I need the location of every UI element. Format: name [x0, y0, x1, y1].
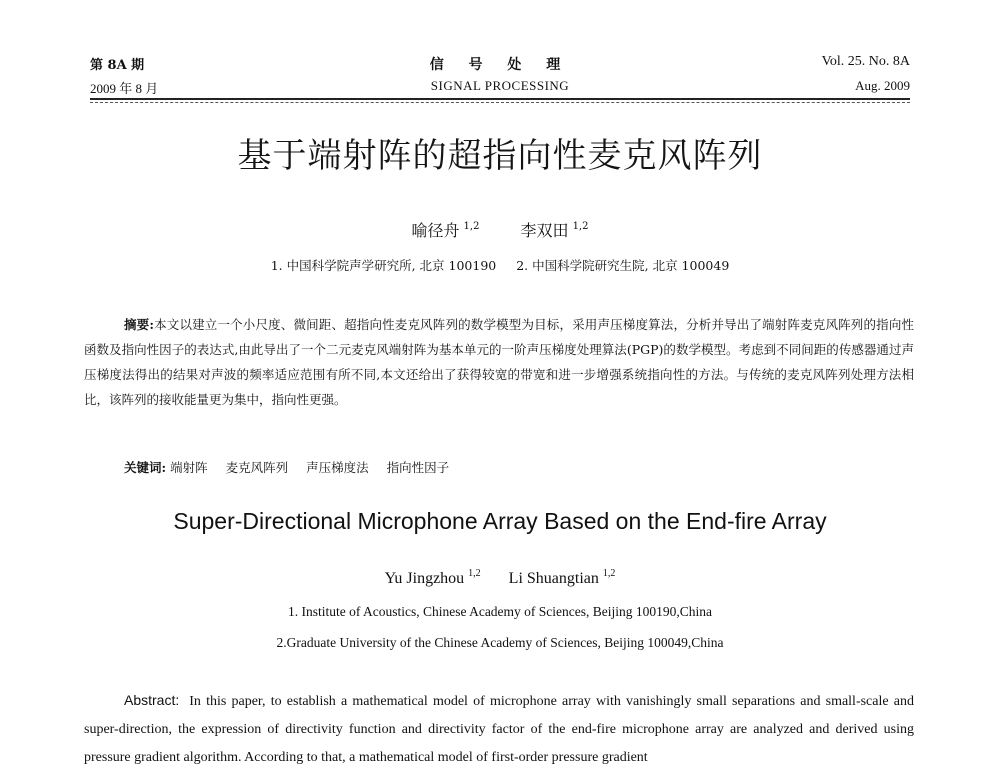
author-name: 李双田 [520, 221, 569, 240]
authors-cn [0, 218, 1000, 241]
abstract-text-en: In this paper, to establish a mathematical model of microphone array with vanishingly small separations and small-scale and super-direction, the expression of directivity function and directivity factor of the end-fire microphone array are analyzed and derived using pressure gradient algorithm. According to that, a mathematical model of first-order pressure gradient [84, 694, 914, 765]
publication-date-en: Aug. 2009 [855, 78, 910, 93]
keywords-cn [124, 458, 463, 476]
keyword: 麦克风阵列 [225, 460, 289, 475]
author-name: Yu Jingzhou [384, 570, 465, 587]
author-en [509, 570, 616, 587]
volume-number: Vol. 25. No. 8A [821, 54, 910, 69]
abstract-label-cn: 摘要: [124, 317, 154, 332]
author-affiliation-mark: 1,2 [463, 221, 480, 232]
author-en [385, 570, 481, 587]
abstract-label-en: Abstract: [124, 692, 180, 708]
authors-en [0, 568, 1000, 588]
header-rule [90, 98, 910, 100]
abstract-en [84, 686, 914, 772]
journal-name-en: SIGNAL PROCESSING [430, 78, 570, 93]
affiliation-en: 1. Institute of Acoustics, Chinese Academy of Sciences, Beijing 100190,China [287, 604, 713, 619]
affiliation-cn: 1. 中国科学院声学研究所, 北京 100190 [270, 258, 497, 273]
paper-title-en: Super-Directional Microphone Array Based on the End-fire Array [173, 508, 827, 534]
author-name: 喻径舟 [411, 221, 460, 240]
issue-number: 第 8A 期 [90, 58, 145, 73]
keyword: 声压梯度法 [306, 460, 369, 475]
author-affiliation-mark: 1,2 [468, 568, 481, 579]
author-affiliation-mark: 1,2 [602, 568, 616, 579]
author-cn [521, 221, 589, 240]
header-row-bottom [90, 78, 910, 100]
header-row-top [90, 54, 910, 76]
abstract-text-cn: 本文以建立一个小尺度、微间距、超指向性麦克风阵列的数学模型为目标，采用声压梯度算法，分析并导出了端射阵麦克风阵列的指向性函数及指向性因子的表达式,由此导出了一个二元麦克风端射阵为基本单元的一阶声压梯度处理算法(PGP)的数学模型。考虑到不同间距的传感器通过声压梯度法得出的结果对声波的频率适应范围有所不同,本文还给出了获得较宽的带宽和进一步增强系统指向性的方法。与传统的麦克风阵列处理方法相比，该阵列的接收能量更为集中，指向性更强。 [84, 317, 914, 407]
author-name: Li Shuangtian [508, 570, 599, 587]
paper-title-cn: 基于端射阵的超指向性麦克风阵列 [237, 136, 763, 176]
affiliations-cn [0, 256, 1000, 274]
header-rule-dashed [90, 102, 910, 103]
author-cn [412, 221, 480, 240]
journal-name-cn: 信 号 处 理 [429, 57, 571, 73]
affiliation-en: 2.Graduate University of the Chinese Academy of Sciences, Beijing 100049,China [276, 635, 724, 650]
affiliation-cn: 2. 中国科学院研究生院, 北京 100049 [516, 258, 730, 273]
keyword: 指向性因子 [386, 460, 450, 475]
running-header [90, 54, 910, 102]
keywords-label-cn: 关键词: [124, 460, 167, 475]
keyword: 端射阵 [170, 460, 208, 475]
author-affiliation-mark: 1,2 [572, 221, 589, 232]
publication-date-cn: 2009 年 8 月 [90, 81, 159, 96]
abstract-cn [84, 312, 914, 412]
